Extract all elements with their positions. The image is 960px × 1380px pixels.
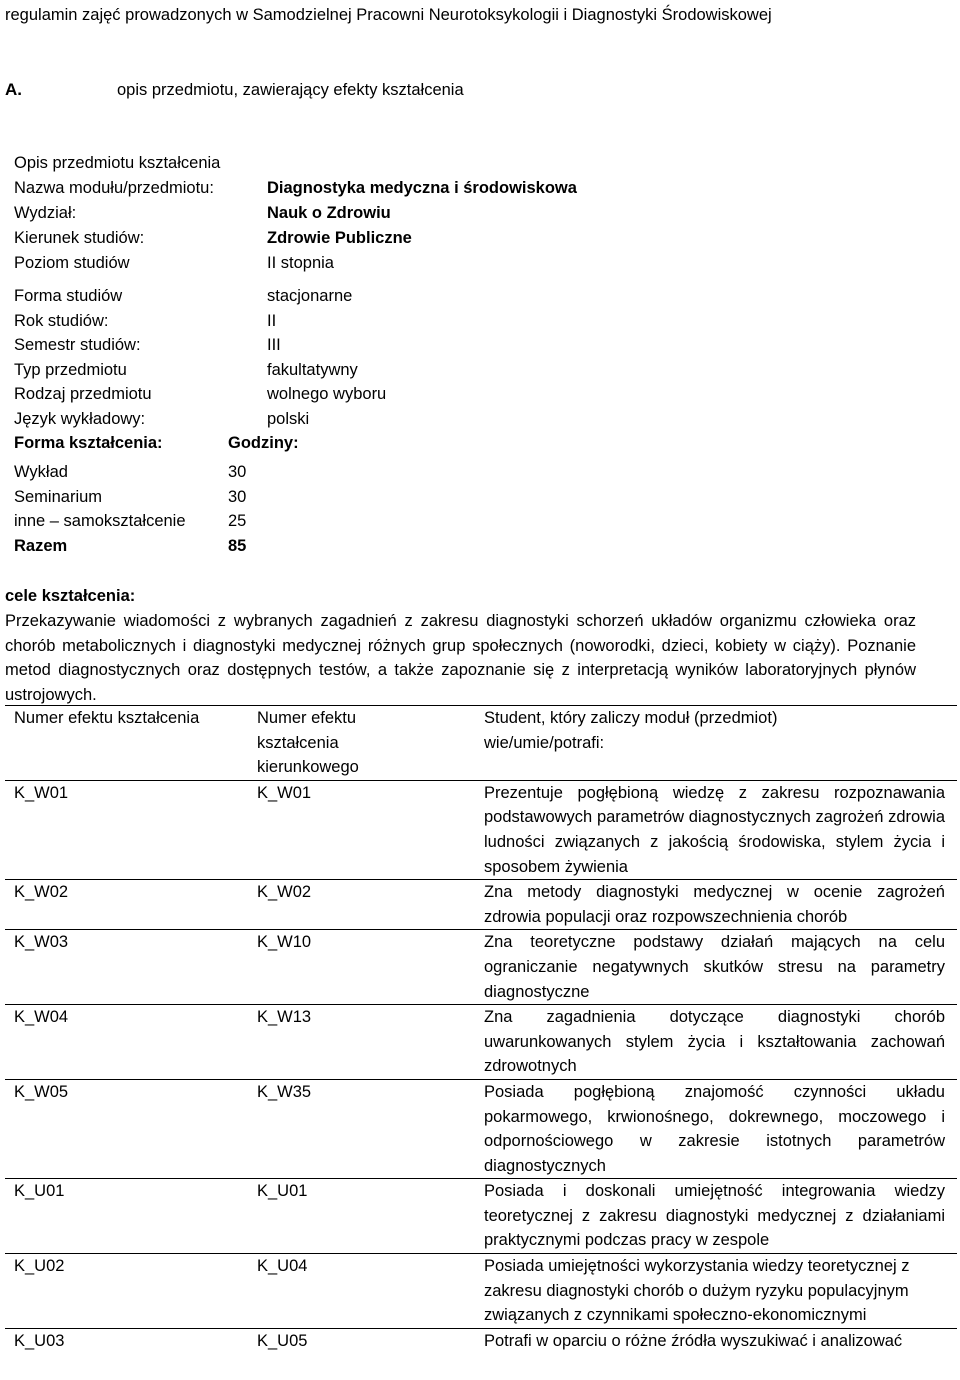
header-direction-outcome: Numer efektu kształcenia kierunkowego <box>257 709 359 777</box>
form-row <box>14 509 314 534</box>
hours-label: Godziny: <box>228 434 299 452</box>
outcomes-table <box>5 705 957 1353</box>
field-level <box>14 251 614 276</box>
form-row-hours: 30 <box>228 488 247 506</box>
direction-code: K_W13 <box>257 1008 312 1027</box>
direction-code: K_U05 <box>257 1331 308 1350</box>
form-row-hours: 30 <box>228 463 247 481</box>
outcome-code: K_U01 <box>14 1182 65 1201</box>
field-label: Nazwa modułu/przedmiotu: <box>14 179 214 197</box>
outcome-code: K_W04 <box>14 1008 69 1027</box>
outcome-text: Potrafi w oparciu o różne źródła wyszukiwać i analizować <box>484 1331 903 1350</box>
field-value: Diagnostyka medyczna i środowiskowa <box>267 179 577 197</box>
outcome-code: K_W01 <box>14 783 69 802</box>
header-student-can: Student, który zaliczy moduł (przedmiot) wie/umie/potrafi: <box>484 709 778 752</box>
outcome-text: Prezentuje pogłębioną wiedzę z zakresu rozpoznawania podstawowych parametrów diagnostycznych zagrożeń zdrowia ludności związanych z jakością środowiska, stylem życia i sposobem żywienia <box>484 783 945 876</box>
form-row-label: Wykład <box>14 463 68 481</box>
direction-code: K_U04 <box>257 1257 308 1276</box>
detail-study-form <box>14 284 614 309</box>
field-direction <box>14 226 614 251</box>
detail-label: Typ przedmiotu <box>14 361 127 379</box>
direction-code: K_W35 <box>257 1082 312 1101</box>
outcome-code: K_W02 <box>14 883 69 902</box>
direction-code: K_W02 <box>257 883 312 902</box>
field-label: Wydział: <box>14 204 77 222</box>
outcome-text: Zna metody diagnostyki medycznej w ocenie zagrożeń zdrowia populacji oraz rozpowszechnienia chorób <box>484 883 945 926</box>
table-row <box>5 780 957 879</box>
table-row <box>5 1005 957 1080</box>
detail-value: fakultatywny <box>267 361 358 379</box>
detail-type <box>14 358 614 383</box>
field-label: Kierunek studiów: <box>14 229 145 247</box>
outcomes-header-row <box>5 706 957 781</box>
regulation-title: regulamin zajęć prowadzonych w Samodzielnej Pracowni Neurotoksykologii i Diagnostyki Środowiskowej <box>5 6 772 24</box>
detail-value: II <box>267 312 277 330</box>
form-total-row <box>14 534 314 559</box>
form-row-label: inne – samokształcenie <box>14 512 186 530</box>
detail-value: III <box>267 336 281 354</box>
direction-code: K_W10 <box>257 933 312 952</box>
field-module-name <box>14 176 614 201</box>
form-row-label: Seminarium <box>14 488 103 506</box>
table-row <box>5 1328 957 1353</box>
detail-label: Rodzaj przedmiotu <box>14 385 152 403</box>
outcome-text: Posiada umiejętności wykorzystania wiedzy teoretycznej z zakresu diagnostyki chorób o dużym ryzyku populacyjnym związanych z czynnikami społeczno-ekonomicznymi <box>484 1257 910 1325</box>
detail-value: wolnego wyboru <box>267 385 387 403</box>
outcome-text: Posiada pogłębioną znajomość czynności układu pokarmowego, krwionośnego, dokrewnego, moczowego i odpornościowego w zakresie istotnych parametrów diagnostycznych <box>484 1082 945 1175</box>
section-title: opis przedmiotu, zawierający efekty kształcenia <box>117 81 464 99</box>
direction-code: K_W01 <box>257 783 312 802</box>
field-value: II stopnia <box>267 254 334 272</box>
table-row <box>5 880 957 930</box>
outcome-text: Posiada i doskonali umiejętność integrowania wiedzy teoretycznej z zakresu diagnostyki medycznej z działaniami praktycznymi podczas pracy w zespole <box>484 1182 945 1250</box>
detail-language <box>14 407 614 432</box>
detail-semester <box>14 333 614 358</box>
section-letter: A. <box>5 80 22 99</box>
table-row <box>5 1079 957 1178</box>
form-row-hours: 25 <box>228 512 247 530</box>
detail-label: Forma studiów <box>14 287 123 305</box>
detail-label: Rok studiów: <box>14 312 109 330</box>
table-row <box>5 930 957 1005</box>
detail-label: Język wykładowy: <box>14 410 146 428</box>
goals-text: Przekazywanie wiadomości z wybranych zagadnień z zakresu diagnostyki schorzeń układów organizmu człowieka oraz chorób metabolicznych i diagnostyki medycznej różnych grup społecznych (noworodki, dzieci, kobiety w ciąży). Poznanie metod diagnostycznych oraz dostępnych testów, a także zapoznanie się z interpretacją wyników laboratoryjnych płynów ustrojowych. <box>5 612 916 704</box>
outcome-code: K_W03 <box>14 933 69 952</box>
table-row <box>5 1254 957 1329</box>
table-row <box>5 1179 957 1254</box>
outcome-code: K_W05 <box>14 1082 69 1101</box>
detail-kind <box>14 382 614 407</box>
form-label: Forma kształcenia: <box>14 434 163 452</box>
goals-heading: cele kształcenia: <box>5 587 136 605</box>
form-total-hours: 85 <box>228 537 247 555</box>
outcome-text: Zna zagadnienia dotyczące diagnostyki chorób uwarunkowanych stylem życia i kształtowania zachowań zdrowotnych <box>484 1008 945 1076</box>
direction-code: K_U01 <box>257 1182 308 1201</box>
outcome-code: K_U03 <box>14 1331 65 1350</box>
form-row <box>14 460 314 485</box>
course-heading: Opis przedmiotu kształcenia <box>14 154 221 172</box>
detail-value: polski <box>267 410 310 428</box>
field-value: Nauk o Zdrowiu <box>267 204 391 222</box>
field-value: Zdrowie Publiczne <box>267 229 412 247</box>
detail-value: stacjonarne <box>267 287 353 305</box>
form-row <box>14 485 314 510</box>
outcome-code: K_U02 <box>14 1257 65 1276</box>
form-total-label: Razem <box>14 537 68 555</box>
detail-year <box>14 309 614 334</box>
header-outcome-number: Numer efektu kształcenia <box>14 709 200 727</box>
field-faculty <box>14 201 614 226</box>
field-label: Poziom studiów <box>14 254 130 272</box>
outcome-text: Zna teoretyczne podstawy działań mających na celu ograniczanie negatywnych skutków stresu na parametry diagnostyczne <box>484 933 945 1001</box>
detail-label: Semestr studiów: <box>14 336 141 354</box>
